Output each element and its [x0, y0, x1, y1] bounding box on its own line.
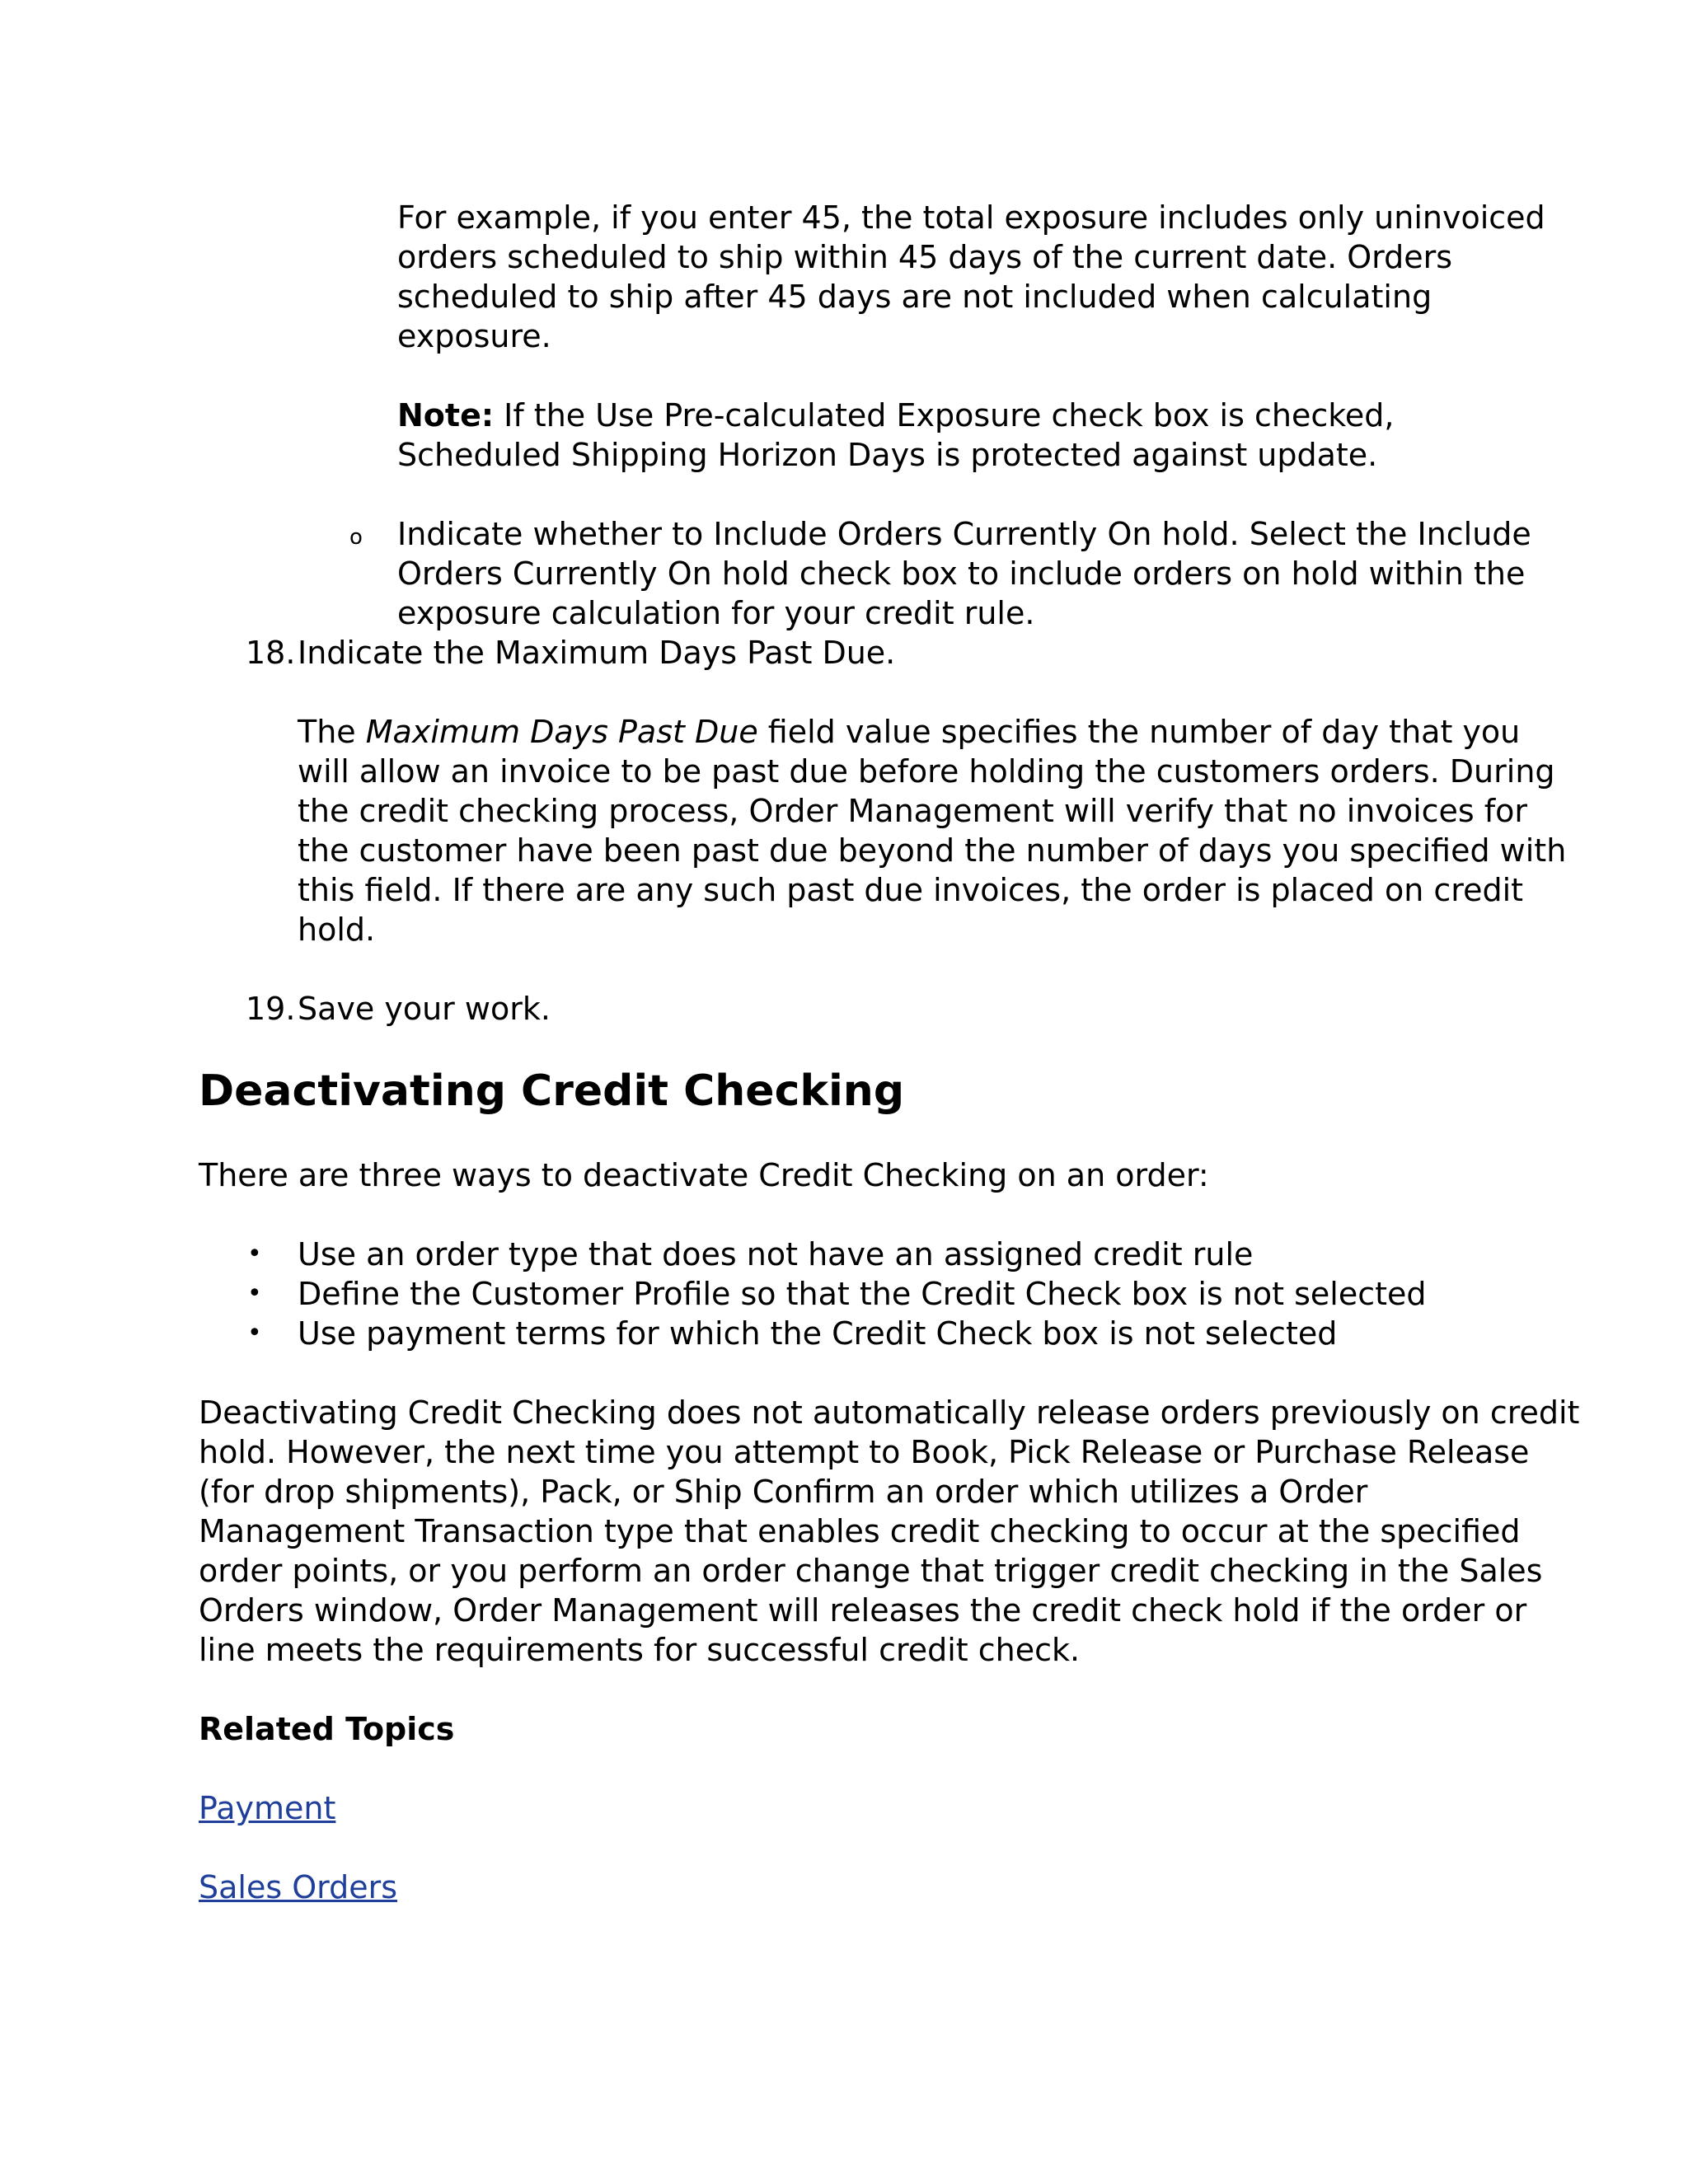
payment-link[interactable]: Payment [199, 1790, 336, 1826]
example-text-line: scheduled to ship after 45 days are not included when calculating [397, 279, 1432, 315]
section-para-line: (for drop shipments), Pack, or Ship Confirm an order which utilizes a Order [199, 1474, 1368, 1510]
bullet-marker: • [247, 1240, 262, 1268]
circle-bullet-marker: o [349, 525, 363, 550]
bullet-marker: • [247, 1319, 262, 1347]
example-text-line: orders scheduled to ship within 45 days of the current date. Orders [397, 239, 1453, 275]
bullet-marker: • [247, 1279, 262, 1308]
note-line: Scheduled Shipping Horizon Days is protected against update. [397, 437, 1378, 473]
section-para-line: hold. However, the next time you attempt to Book, Pick Release or Purchase Release [199, 1434, 1530, 1470]
step-desc-line: hold. [298, 912, 376, 948]
bullet-item: Use payment terms for which the Credit Check box is not selected [298, 1315, 1338, 1352]
section-heading: Deactivating Credit Checking [199, 1066, 905, 1116]
note-line [397, 396, 1394, 435]
section-intro: There are three ways to deactivate Credit Checking on an order: [199, 1157, 1209, 1193]
example-text-line: For example, if you enter 45, the total exposure includes only uninvoiced [397, 199, 1545, 236]
step-desc-line [298, 712, 1520, 752]
step-desc-line: this field. If there are any such past due invoices, the order is placed on credit [298, 872, 1524, 908]
sub-bullet-line: Indicate whether to Include Orders Currently On hold. Select the Include [397, 516, 1531, 552]
sub-bullet-line: Orders Currently On hold check box to include orders on hold within the [397, 555, 1526, 592]
step-text: Indicate the Maximum Days Past Due. [298, 635, 896, 671]
step-number: 18. [246, 635, 296, 671]
section-para-line: order points, or you perform an order change that trigger credit checking in the Sales [199, 1553, 1543, 1589]
step-text: Save your work. [298, 991, 551, 1027]
step-desc-rest: field value specifies the number of day that you [757, 714, 1521, 750]
bullet-item: Define the Customer Profile so that the Credit Check box is not selected [298, 1276, 1427, 1312]
related-topics-heading: Related Topics [199, 1711, 455, 1747]
section-para-line: Orders window, Order Management will releases the credit check hold if the order or [199, 1592, 1527, 1629]
step-desc-line: will allow an invoice to be past due before holding the customers orders. During [298, 753, 1555, 790]
field-name-italic: Maximum Days Past Due [365, 714, 758, 750]
section-para-line: line meets the requirements for successful credit check. [199, 1632, 1081, 1668]
sales-orders-link[interactable]: Sales Orders [199, 1869, 398, 1905]
step-desc-line: the customer have been past due beyond the number of days you specified with [298, 832, 1567, 869]
example-text-line: exposure. [397, 318, 551, 354]
sub-bullet-line: exposure calculation for your credit rule. [397, 595, 1035, 631]
step-number: 19. [246, 991, 296, 1027]
step-desc-line: the credit checking process, Order Management will verify that no invoices for [298, 793, 1528, 829]
section-para-line: Deactivating Credit Checking does not automatically release orders previously on credit [199, 1394, 1580, 1431]
note-text: If the Use Pre-calculated Exposure check box is checked, [494, 397, 1395, 434]
note-label: Note: [397, 397, 495, 434]
bullet-item: Use an order type that does not have an assigned credit rule [298, 1236, 1254, 1272]
section-para-line: Management Transaction type that enables credit checking to occur at the specified [199, 1513, 1521, 1549]
step-desc-prefix: The [298, 714, 366, 750]
